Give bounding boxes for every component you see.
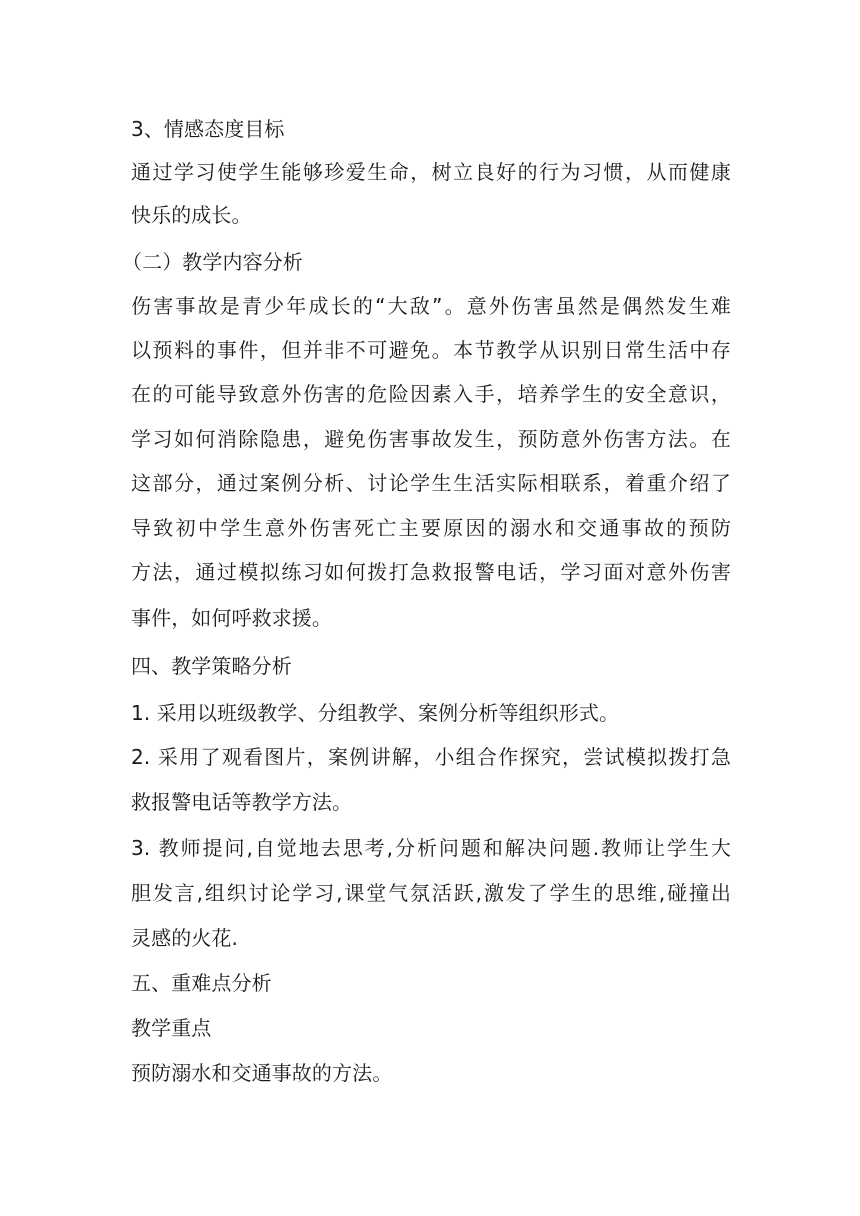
paragraph-line: 伤害事故是青少年成长的“大敌”。意外伤害虽然是偶然发生难 bbox=[131, 294, 731, 318]
paragraph-line: 快乐的成长。 bbox=[131, 203, 252, 227]
paragraph-line: 这部分，通过案例分析、讨论学生生活实际相联系，着重介绍了 bbox=[131, 471, 731, 495]
list-item-1: 1. 采用以班级教学、分组教学、案例分析等组织形式。 bbox=[131, 701, 620, 725]
list-item-3: 3. 教师提问,自觉地去思考,分析问题和解决问题.教师让学生大 bbox=[131, 836, 731, 860]
section-heading-strategy-analysis: 四、教学策略分析 bbox=[131, 654, 292, 678]
paragraph-line: 导致初中学生意外伤害死亡主要原因的溺水和交通事故的预防 bbox=[131, 516, 731, 540]
paragraph-line: 方法，通过模拟练习如何拨打急救报警电话，学习面对意外伤害 bbox=[131, 560, 731, 584]
paragraph-line: 学习如何消除隐患，避免伤害事故发生，预防意外伤害方法。在 bbox=[131, 427, 731, 451]
list-item-2-continued: 救报警电话等教学方法。 bbox=[131, 790, 353, 814]
list-item-3-end: 灵感的火花. bbox=[131, 926, 238, 950]
paragraph-line: 在的可能导致意外伤害的危险因素入手，培养学生的安全意识， bbox=[131, 382, 731, 406]
section-heading-content-analysis: （二）教学内容分析 bbox=[122, 250, 303, 274]
list-item-2: 2. 采用了观看图片，案例讲解，小组合作探究，尝试模拟拨打急 bbox=[131, 745, 731, 769]
subheading-teaching-focus: 教学重点 bbox=[131, 1016, 212, 1040]
paragraph-line: 事件，如何呼救求援。 bbox=[131, 606, 332, 630]
paragraph-line: 预防溺水和交通事故的方法。 bbox=[131, 1061, 393, 1085]
paragraph-line: 通过学习使学生能够珍爱生命，树立良好的行为习惯，从而健康 bbox=[131, 160, 731, 184]
section-heading-key-difficulties: 五、重难点分析 bbox=[131, 971, 272, 995]
paragraph-line: 以预料的事件，但并非不可避免。本节教学从识别日常生活中存 bbox=[131, 338, 731, 362]
section-heading-emotion-goal: 3、情感态度目标 bbox=[131, 117, 285, 141]
list-item-3-continued: 胆发言,组织讨论学习,课堂气氛活跃,激发了学生的思维,碰撞出 bbox=[131, 881, 731, 905]
